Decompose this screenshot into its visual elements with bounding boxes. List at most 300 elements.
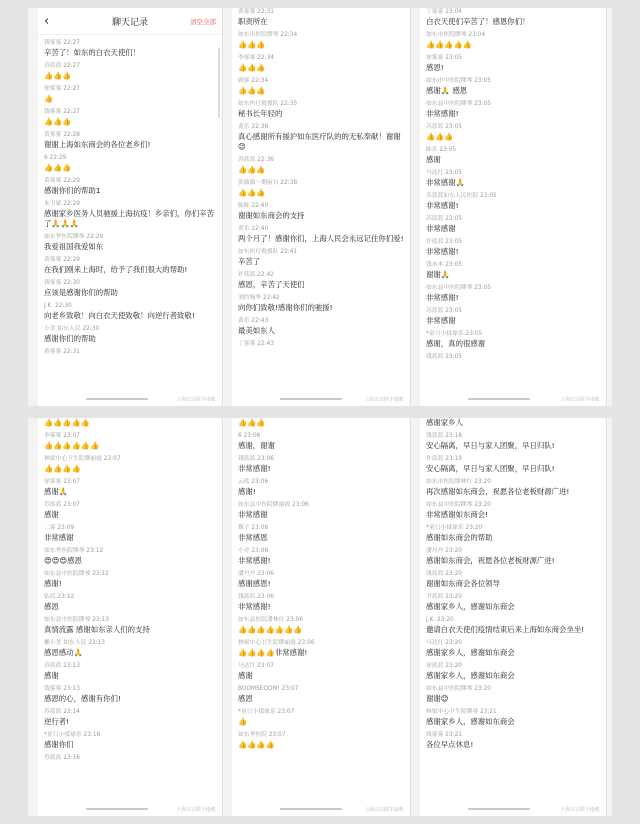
message-text: 谢谢如东商会各位领导 <box>426 579 500 588</box>
chat-message <box>232 616 410 635</box>
message-text: 感谢家乡人，感谢如东商会 <box>426 602 515 611</box>
back-icon[interactable]: ‹ <box>44 13 50 29</box>
sender-name-time: 徐蓝蓝 23:20 <box>426 663 462 669</box>
chat-message <box>38 279 222 298</box>
message-text: 非常感谢! <box>426 247 459 256</box>
chat-message <box>232 225 410 244</box>
message-text: 感恩 <box>238 694 253 703</box>
sender-name-time: 黄雾雾 22:29 <box>44 257 80 263</box>
chat-message <box>232 123 410 152</box>
watermark: 上海以宗联手康帐 <box>175 806 216 813</box>
message-text: 感恩感动🙏 <box>44 648 83 657</box>
chat-message <box>38 418 222 428</box>
message-text: 👍👍👍👍非常感谢! <box>238 648 308 657</box>
sender-name-time: 如东市医院缪琴 23:04 <box>426 32 486 38</box>
chat-message <box>420 215 606 234</box>
sender-name-time: 如东华医院缪琴 22:29 <box>44 234 104 240</box>
message-text: 谢谢上海如东商会的各位老乡们! <box>44 140 151 149</box>
message-text: 感谢 <box>238 671 253 680</box>
chat-message <box>38 108 222 127</box>
chat-message <box>232 593 410 612</box>
sender-name-time: 如东华医院 23:07 <box>238 732 286 738</box>
sender-name-time: 黄雾雾 22:28 <box>44 132 80 138</box>
sender-name-time: 苏蓝蓝 23:05 <box>426 124 462 130</box>
chat-message <box>420 616 606 635</box>
sender-name-time: 小美 如东人民 22:30 <box>44 326 100 332</box>
chat-message <box>38 754 222 763</box>
chat-panel[interactable] <box>232 8 411 406</box>
message-list <box>420 8 606 362</box>
message-list <box>420 418 606 750</box>
message-text: 非常感谢 <box>426 316 456 325</box>
sender-name-time: 潘丹丹 23:06 <box>238 571 274 577</box>
sender-name-time: 苏蓝蓝 23:14 <box>44 709 80 715</box>
sender-name-time: *童只小揉球乐 23:05 <box>426 331 483 337</box>
message-text: 感恩 <box>44 602 59 611</box>
sender-name-time: 如东市中医院缪琴 23:05 <box>426 78 491 84</box>
chat-message <box>38 455 222 474</box>
chat-message <box>38 154 222 173</box>
chat-message <box>420 100 606 119</box>
sender-name-time: 徐雾雾 23:05 <box>426 55 462 61</box>
message-text: 职责所在 <box>238 17 268 26</box>
chat-message <box>420 478 606 497</box>
message-text: 秘书长年轻的 <box>238 109 283 118</box>
home-indicator <box>86 808 148 810</box>
sender-name-time: 苏蓝蓝 23:07 <box>44 502 80 508</box>
chat-panel[interactable] <box>38 418 223 816</box>
message-text: 各位早点休息! <box>426 740 474 749</box>
message-text: 白衣天使们辛苦了！感恩你们！ <box>426 17 530 26</box>
chat-message <box>232 570 410 589</box>
chat-message <box>420 31 606 50</box>
chat-message <box>232 418 410 428</box>
chat-message <box>420 547 606 566</box>
sender-name-time: 钱蓝蓝 23:05 <box>426 354 462 360</box>
message-text: 邀请白衣天使们疫情结束后来上海如东商会坐坐! <box>426 625 585 634</box>
message-text: 感谢，谢谢 <box>238 441 275 450</box>
sender-name-time: 苏蓝蓝 23:16 <box>44 755 80 761</box>
chat-message <box>38 731 222 750</box>
chat-message <box>232 77 410 96</box>
chat-message <box>38 348 222 357</box>
chat-message <box>232 547 410 566</box>
chat-message <box>38 685 222 704</box>
chat-message <box>420 685 606 704</box>
sender-name-time: 苏蓝蓝 23:13 <box>44 663 80 669</box>
chat-message <box>232 156 410 175</box>
watermark: 上海以宗联手康帐 <box>559 396 600 403</box>
message-text: 感谢如东商会，祝愿各位老板财源广进! <box>426 556 555 565</box>
message-text: 向老乡致敬！向白衣天使致敬！向逆行者致敬! <box>44 311 195 320</box>
watermark: 上海以宗联手康帐 <box>175 396 216 403</box>
sender-name-time: 钱雾雾 22:27 <box>44 109 80 115</box>
sender-name-time: 如东华医院缪琴 23:12 <box>44 548 104 554</box>
sender-name-time: 李雾雾 22:34 <box>238 55 274 61</box>
sender-name-time: 钱雾雾 22:30 <box>44 280 80 286</box>
chat-message <box>420 418 606 428</box>
message-text: 👍👍👍👍👍👍👍 <box>238 625 303 634</box>
message-text: 感谢感恩! <box>238 579 271 588</box>
footer <box>232 392 410 406</box>
sender-name-time: 林梁中心卫生院缪琴 23:21 <box>426 709 497 715</box>
sender-name-time: 如东县中医院缪琴 23:12 <box>44 571 109 577</box>
chat-message <box>232 524 410 543</box>
message-text: 👍👍👍👍 <box>44 464 81 473</box>
chat-message <box>420 524 606 543</box>
sender-name-time: 如东市医院缪林红 23:20 <box>426 479 491 485</box>
message-text: 非常感谢! <box>238 556 271 565</box>
footer <box>232 802 410 816</box>
sender-name-time: 钻蓝 23:12 <box>44 594 75 600</box>
sender-name-time: 苏蓝蓝 23:05 <box>426 216 462 222</box>
message-text: 非常感谢! <box>426 201 459 210</box>
chat-message <box>420 146 606 165</box>
message-text: 👍👍👍 <box>238 418 266 427</box>
sender-name-time: 马达红 23:07 <box>238 663 274 669</box>
chat-panel[interactable] <box>420 8 607 406</box>
chat-message <box>420 77 606 96</box>
chat-message <box>38 256 222 275</box>
footer <box>38 802 222 816</box>
message-text: 👍 <box>44 94 54 103</box>
sender-name-time: BOOMSEOOM! 23:07 <box>238 686 299 692</box>
message-text: 感谢 <box>426 155 441 164</box>
home-indicator <box>86 398 148 400</box>
sender-name-time: 6 23:06 <box>238 433 261 439</box>
sender-name-time: 钱蓝蓝 23:06 <box>238 594 274 600</box>
sender-name-time: 云蓝 23:06 <box>238 479 269 485</box>
chat-message <box>38 708 222 727</box>
chat-message <box>420 708 606 727</box>
sender-name-time: 钱蓝蓝 23:20 <box>426 571 462 577</box>
sender-name-time: 徐雾雾 23:07 <box>44 479 80 485</box>
screenshot-top-row <box>28 8 612 406</box>
message-text: 👍👍👍👍👍 <box>426 40 473 49</box>
sender-name-time: 如东县中医院缪丽霞 23:06 <box>238 502 309 508</box>
message-text: 安心隔离，早日与家人团聚，早日归队! <box>426 464 555 473</box>
message-list <box>38 418 222 763</box>
chat-message <box>38 616 222 635</box>
message-text: 👍👍👍 <box>44 117 72 126</box>
chat-message <box>420 570 606 589</box>
message-text: 真情流露 感谢如东亲人们的支持 <box>44 625 150 634</box>
chat-message <box>38 547 222 566</box>
message-text: 👍👍👍👍 <box>238 740 275 749</box>
chat-panel[interactable] <box>420 418 607 816</box>
chat-message <box>38 200 222 229</box>
chat-message <box>420 501 606 520</box>
message-text: 👍👍👍 <box>44 71 72 80</box>
sender-name-time: 马达红 23:05 <box>426 170 462 176</box>
sender-name-time: 黄乐 22:36 <box>238 124 269 130</box>
message-list <box>232 8 410 349</box>
message-text: 👍👍👍 <box>238 40 266 49</box>
chat-message <box>38 85 222 104</box>
message-text: 谢谢😊 <box>426 694 449 703</box>
sender-name-time: 如东医疗救援队 22:41 <box>238 249 298 255</box>
message-text: 感谢，真的很感谢 <box>426 339 486 348</box>
sender-name-time: 张薇薇一期前台 22:38 <box>238 180 298 186</box>
sender-name-time: 许蓝蓝 23:05 <box>426 239 462 245</box>
message-text: 👍👍👍👍👍 <box>44 418 91 427</box>
chat-message <box>232 478 410 497</box>
sender-name-time: 钱蓝蓝 23:18 <box>426 433 462 439</box>
sender-name-time: *童只小揉球乐 23:20 <box>426 525 483 531</box>
message-text: 安心隔离，早日与家人团聚，早日归队! <box>426 441 555 450</box>
chat-message <box>232 202 410 221</box>
chat-message <box>232 708 410 727</box>
message-text: 👍👍👍 <box>238 188 266 197</box>
chat-message <box>38 325 222 344</box>
sender-name-time: 苏蓝蓝 23:05 <box>426 308 462 314</box>
chat-message <box>420 639 606 658</box>
message-text: 感恩，辛苦了天使们 <box>238 280 305 289</box>
sender-name-time: 如东县中医院缪琴 23:20 <box>426 502 491 508</box>
chat-message <box>420 169 606 188</box>
message-text: 非常感谢! <box>426 293 459 302</box>
chat-message <box>420 731 606 750</box>
message-text: 再次感谢如东商会，祝愿各位老板财源广进! <box>426 487 570 496</box>
chat-message <box>232 294 410 313</box>
message-text: 谢谢如东商会的支持 <box>238 211 305 220</box>
sender-name-time: 如东县中医院缪琴 23:05 <box>426 101 491 107</box>
footer <box>420 392 606 406</box>
sender-name-time: *童只小揉球乐 23:07 <box>238 709 295 715</box>
message-text: 感谢! <box>238 487 256 496</box>
sender-name-time: 朱卫斌 22:29 <box>44 201 80 207</box>
message-text: 感谢🙏 感恩 <box>426 86 468 95</box>
message-text: 非常感谢🙏 <box>426 178 465 187</box>
sender-name-time: 许蓝蓝 22:42 <box>238 272 274 278</box>
sender-name-time: 钱雾雾 22:27 <box>44 40 80 46</box>
chat-message <box>232 731 410 750</box>
chat-message <box>420 192 606 211</box>
chat-message <box>420 261 606 280</box>
message-text: 感谢家乡人，感谢如东商会 <box>426 648 515 657</box>
sender-name-time: 乐蓝蓝如东人民医院 23:05 <box>426 193 497 199</box>
sender-name-time: 陈陈 22:40 <box>238 203 269 209</box>
sender-name-time: *童只小揉球乐 23:16 <box>44 732 101 738</box>
sender-name-time: 钱木木 23:05 <box>426 262 462 268</box>
message-text: 😍😍😍感恩 <box>44 556 82 565</box>
sender-name-time: 丁雾雾 23:04 <box>426 9 462 15</box>
message-text: 感谢 <box>44 671 59 680</box>
message-text: 辛苦了！如东的白衣天使们！ <box>44 48 141 57</box>
message-text: 感谢如东商会的帮助 <box>426 533 493 542</box>
chat-message <box>232 455 410 474</box>
chat-message <box>232 248 410 267</box>
message-text: 最美如东人 <box>238 326 275 335</box>
sender-name-time: J.K. 23:20 <box>426 617 454 623</box>
message-text: 感恩的心，感谢有你们! <box>44 694 121 703</box>
sender-name-time: 6 22:29 <box>44 155 67 161</box>
chat-message <box>420 432 606 451</box>
clear-all-button[interactable]: 清空全部 <box>189 17 216 26</box>
page-title: 聊天记录 <box>111 17 148 28</box>
watermark: 上海以宗联手康帐 <box>363 806 404 813</box>
sender-name-time: 林梁中心卫生院缪丽霞 23:07 <box>44 456 121 462</box>
message-text: 非常感恩 <box>238 533 268 542</box>
home-indicator <box>280 808 342 810</box>
chat-message <box>232 340 410 349</box>
sender-name-time: 如东县中医院缪琴 23:13 <box>44 617 109 623</box>
message-text: 辛苦了 <box>238 257 261 266</box>
sender-name-time: 丁雾雾 22:43 <box>238 341 274 347</box>
chat-message <box>38 570 222 589</box>
sender-name-time: 如东县中医院缪琴 23:20 <box>426 686 491 692</box>
sender-name-time: 许蓝蓝 23:19 <box>426 456 462 462</box>
sender-name-time: 刘约翰华 22:42 <box>238 295 280 301</box>
sender-name-time: 陈乐 23:05 <box>426 147 457 153</box>
sender-name-time: 二雾 23:09 <box>44 525 75 531</box>
footer <box>38 392 222 406</box>
message-text: 感谢你们的帮助 <box>44 334 96 343</box>
sender-name-time: 马达红 23:20 <box>426 640 462 646</box>
chat-message <box>38 177 222 196</box>
message-text: 非常感谢! <box>238 602 271 611</box>
home-indicator <box>468 808 530 810</box>
message-text: 两个月了！感谢你们，上海人民会永远记住你们爱! <box>238 234 404 243</box>
message-text: 真心感谢所有援沪如东医疗队的的无私奉献！谢谢😊 <box>238 132 401 151</box>
message-text: 感恩! <box>426 63 444 72</box>
chat-message <box>232 100 410 119</box>
message-text: 感谢家乡人，感谢如东商会 <box>426 717 515 726</box>
home-indicator <box>280 398 342 400</box>
chat-message <box>38 593 222 612</box>
chat-message <box>38 501 222 520</box>
chat-message <box>232 639 410 658</box>
sender-name-time: 苏蓝蓝 22:27 <box>44 63 80 69</box>
footer <box>420 802 606 816</box>
chat-message <box>38 432 222 451</box>
sender-name-time: 钱雾雾 23:21 <box>426 732 462 738</box>
message-list <box>232 418 410 754</box>
chat-message <box>420 123 606 142</box>
sender-name-time: 黄雾雾 22:31 <box>44 349 80 355</box>
sender-name-time: 懒小美 如东人民 23:13 <box>44 640 105 646</box>
chat-message <box>420 307 606 326</box>
sender-name-time: 钱蓝蓝 23:06 <box>238 456 274 462</box>
message-text: 感谢 <box>44 510 59 519</box>
sender-name-time: 如东县医院潘林红 23:06 <box>238 617 303 623</box>
sender-name-time: 黄乐 22:43 <box>238 318 269 324</box>
sender-name-time: J.K. 22:30 <box>44 303 72 309</box>
chat-message <box>232 685 410 704</box>
sender-name-time: 如东县中医院缪琴 23:05 <box>426 285 491 291</box>
sender-name-time: 黄雾雾 22:29 <box>44 178 80 184</box>
chat-message <box>232 271 410 290</box>
chat-message <box>232 317 410 336</box>
chat-message <box>232 662 410 681</box>
chat-message <box>420 353 606 362</box>
message-text: 非常感谢 <box>426 224 456 233</box>
message-text: 在我们刚来上海时，给予了我们很大的帮助! <box>44 265 188 274</box>
message-text: 我爱祖国我爱如东 <box>44 242 104 251</box>
message-text: 感谢你们 <box>44 740 74 749</box>
message-text: 向你们致敬!感谢你们的驰援! <box>238 303 333 312</box>
chat-message <box>232 8 410 27</box>
sender-name-time: 如东医疗救援队 22:35 <box>238 101 298 107</box>
sender-name-time: 顾雾 22:34 <box>238 78 269 84</box>
sender-name-time: 钱雾雾 23:13 <box>44 686 80 692</box>
chat-message <box>38 662 222 681</box>
message-text: 非常感谢 <box>44 533 74 542</box>
sender-name-time: 黄雾雾 22:31 <box>238 9 274 15</box>
message-text: 非常感谢! <box>426 109 459 118</box>
message-text: 应该是感谢你们的帮助 <box>44 288 118 297</box>
chat-panel[interactable] <box>232 418 411 816</box>
sender-name-time: 苏蓝蓝 22:36 <box>238 157 274 163</box>
chat-message <box>420 238 606 257</box>
chat-message <box>38 131 222 150</box>
message-text: 感谢家乡人，感谢如东商会 <box>426 671 515 680</box>
chat-message <box>420 662 606 681</box>
message-text: 👍👍👍👍👍👍 <box>44 441 100 450</box>
message-text: 👍👍👍 <box>426 132 454 141</box>
watermark: 上海以宗联手康帐 <box>363 396 404 403</box>
chat-message <box>38 524 222 543</box>
chat-panel[interactable] <box>38 8 223 406</box>
chat-message <box>232 179 410 198</box>
sender-name-time: 林梁中心卫生院缪丽霞 23:06 <box>238 640 315 646</box>
sender-name-time: 棵子 23:06 <box>238 525 269 531</box>
sender-name-time: 黄乐 22:40 <box>238 226 269 232</box>
chat-message <box>38 639 222 658</box>
chat-message <box>420 455 606 474</box>
chat-message <box>38 302 222 321</box>
message-text: 👍👍👍 <box>44 163 72 172</box>
sender-name-time: 李雾雾 23:07 <box>44 433 80 439</box>
chat-message <box>232 31 410 50</box>
chat-message <box>38 39 222 58</box>
message-text: 👍 <box>238 717 248 726</box>
sender-name-time: 如东市医院缪琴 22:34 <box>238 32 298 38</box>
sender-name-time: 潘丹丹 23:20 <box>426 548 462 554</box>
home-indicator <box>468 398 530 400</box>
message-text: 非常感谢! <box>238 464 271 473</box>
chat-message <box>232 54 410 73</box>
message-text: 👍👍👍 <box>238 165 266 174</box>
chat-message <box>420 284 606 303</box>
chat-message <box>38 478 222 497</box>
message-text: 感谢你们的帮助1 <box>44 186 101 195</box>
scrollbar[interactable] <box>218 48 220 118</box>
screenshot-bottom-row <box>28 418 612 816</box>
message-text: 逆行者! <box>44 717 70 726</box>
message-text: 谢谢🙏 <box>426 270 450 279</box>
chat-header <box>38 8 222 35</box>
sender-name-time: 小青 23:06 <box>238 548 269 554</box>
message-text: 感谢家乡人 <box>426 418 463 427</box>
watermark: 上海以宗联手康帐 <box>559 806 600 813</box>
message-text: 感谢! <box>44 579 62 588</box>
chat-message <box>232 501 410 520</box>
chat-message <box>420 593 606 612</box>
chat-message <box>420 8 606 27</box>
sender-name-time: 徐雾雾 22:27 <box>44 86 80 92</box>
message-text: 感谢家乡医务人员驰援上海抗疫！乡亲们，你们辛苦了🙏🙏🙏 <box>44 209 214 228</box>
sender-name-time: 尹蓝蓝 23:20 <box>426 594 462 600</box>
message-text: 👍👍👍 <box>238 63 266 72</box>
message-text: 非常感谢 <box>238 510 268 519</box>
message-list <box>38 39 222 357</box>
chat-message <box>420 330 606 349</box>
message-text: 非常感谢如东商会! <box>426 510 489 519</box>
chat-message <box>38 62 222 81</box>
chat-message <box>420 54 606 73</box>
chat-message <box>38 233 222 252</box>
